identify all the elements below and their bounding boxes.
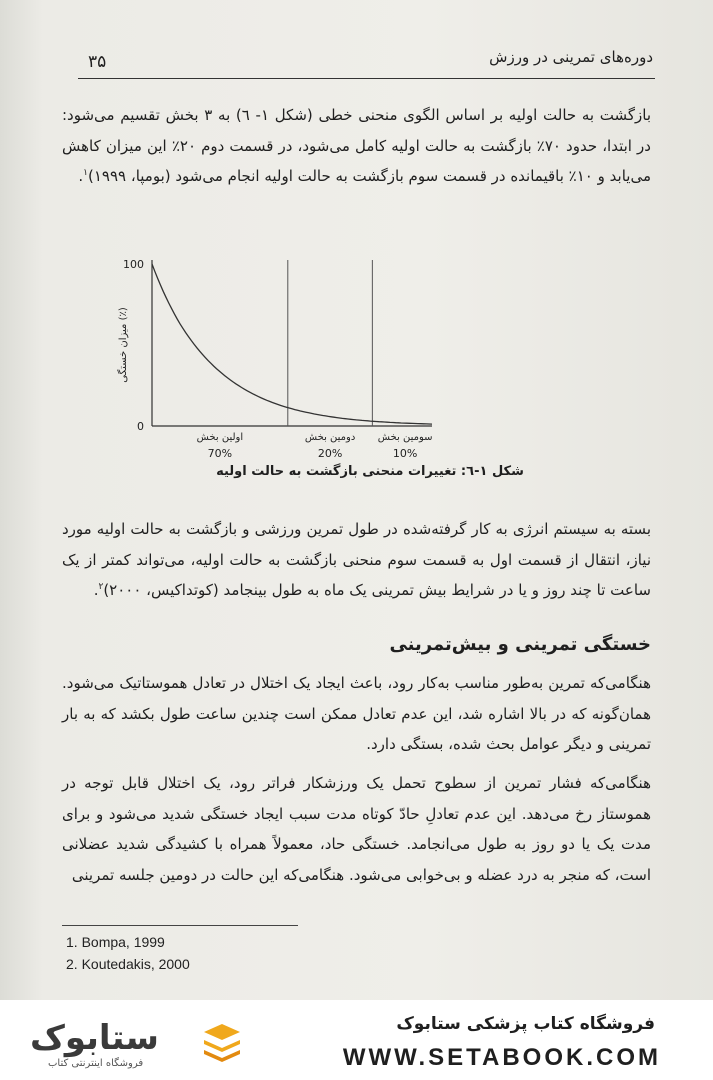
paragraph-2: بسته به سیستم انرژی به کار گرفته‌شده در طول تمرین ورزشی و بازگشت به حالت اولیه مورد نیاز، انتقال از قسمت اول به قسمت سوم منحنی بازگشت به حالت اولیه، می‌تواند کمتر از یک ساعت تا چند روز و یا در شرایط بیش تمرینی یک ماه به طول بینجامد (کوتداکیس، ۲۰۰۰)$^۲$.	[62, 520, 651, 599]
section-heading: خستگی تمرینی و بیش‌تمرینی	[389, 634, 651, 655]
paragraph-3: هنگامی‌که تمرین به‌طور مناسب به‌کار رود، باعث ایجاد یک اختلال در تعادل هموستاتیک می‌شود. همان‌گونه که در بالا اشاره شد، این عدم تعادل ممکن است چندین ساعت طول بکشد که به بار تمرینی و دیگر عوامل بحث شده، بستگی دارد.	[62, 674, 651, 753]
section-label: دومین بخش	[304, 432, 356, 443]
footnote-1: 1. Bompa, 1999	[66, 934, 165, 950]
section-percent: 70%	[207, 447, 233, 460]
section-percent: 10%	[392, 447, 418, 460]
recovery-curve-line	[152, 264, 432, 424]
store-name: فروشگاه کتاب پزشکی ستابوک	[396, 1014, 655, 1034]
header-divider	[78, 78, 655, 79]
running-header: دوره‌های تمرینی در ورزش	[489, 48, 653, 66]
page-number: ۳۵	[88, 52, 107, 72]
store-logo-subtitle: فروشگاه اینترنتی کتاب	[48, 1058, 144, 1069]
recovery-curve-chart	[100, 250, 620, 460]
store-logo[interactable]: ستابوک	[30, 1018, 159, 1058]
figure-caption: شکل ۱-٦: تغییرات منحنی بازگشت به حالت اولیه	[216, 464, 524, 479]
y-tick-label: 0	[137, 420, 144, 433]
paragraph-4: هنگامی‌که فشار تمرین از سطوح تحمل یک ورزشکار فراتر رود، یک اختلال قابل توجه در هموستاز رخ می‌دهد. این عدم تعادلِ حادّ کوتاه مدت سبب ایجاد خستگی شدید می‌شود و برای مدت یک یا دو روز به طول می‌انجامد. خستگی حاد، معمولاً همراه با کشیدگی شدید عضلانی است، که منجر به درد عضله و بی‌خوابی می‌شود. هنگامی‌که این حالت در دومین جلسه تمرینی	[62, 774, 651, 884]
footnote-ref-2: ۲	[98, 582, 104, 592]
store-banner	[0, 1000, 713, 1080]
store-url-link[interactable]: WWW.SETABOOK.COM	[342, 1044, 661, 1071]
y-axis-label: میزان خستگی (٪)	[118, 307, 129, 383]
footnote-divider	[62, 925, 298, 926]
footnote-2: 2. Koutedakis, 2000	[66, 956, 190, 972]
book-stack-icon	[200, 1022, 244, 1062]
section-label: اولین بخش	[196, 432, 244, 443]
paragraph-1: بازگشت به حالت اولیه بر اساس الگوی منحنی خطی (شکل ۱- ٦) به ۳ بخش تقسیم می‌شود: در ابتدا، حدود ۷۰٪ بازگشت به حالت اولیه کامل می‌شود، در قسمت دوم ۲۰٪ این میزان کاهش می‌یابد و ۱۰٪ باقیمانده در قسمت سوم بازگشت به حالت اولیه انجام می‌شود (بومپا، ۱۹۹۹)$^۱$.	[62, 106, 652, 185]
y-tick-label: 100	[123, 258, 144, 271]
footnote-ref-1: ۱	[83, 168, 88, 178]
section-label: سومین بخش	[377, 432, 433, 443]
section-percent: 20%	[317, 447, 343, 460]
